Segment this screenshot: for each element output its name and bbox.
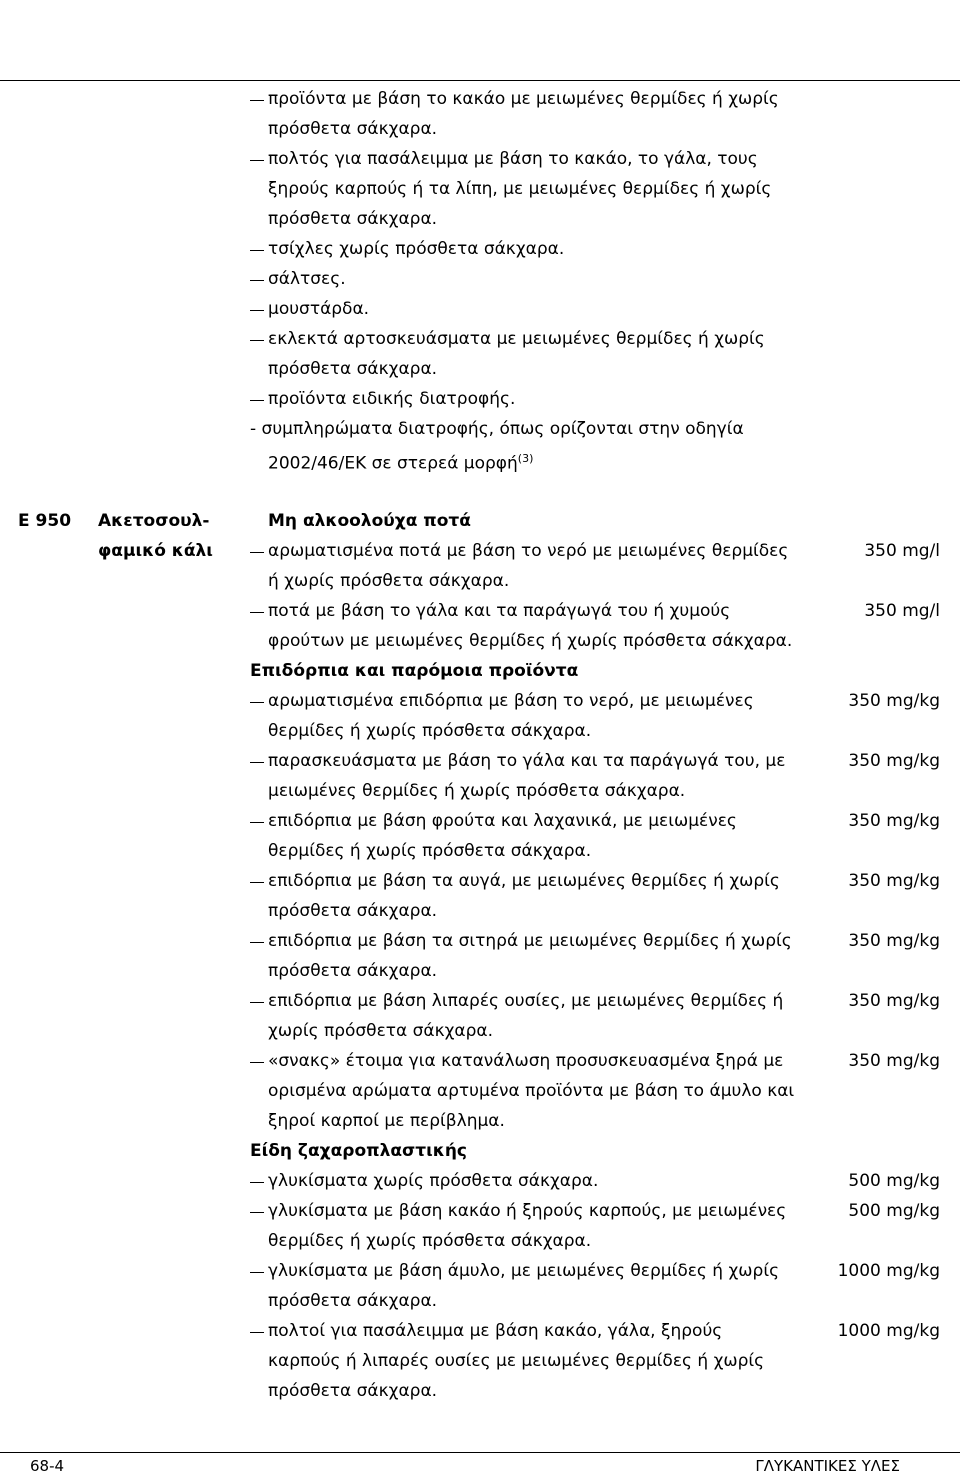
entry-name: Ακετοσουλ- [98,511,210,531]
food-item-line: θερμίδες ή χωρίς πρόσθετα σάκχαρα. [268,721,592,741]
food-item-line: πρόσθετα σάκχαρα. [268,901,438,921]
header-col-name: Ονομασία [100,10,193,32]
bullet-dash [250,310,264,311]
food-item-line: πρόσθετα σάκχαρα. [268,359,438,379]
max-dose: 350 mg/kg [848,811,940,831]
food-item-line: «σνακς» έτοιμα για κατανάλωση προσυσκευασμένα ξηρά με [268,1051,784,1071]
food-item-line: πρόσθετα σάκχαρα. [268,209,438,229]
food-item-line: πρόσθετα σάκχαρα. [268,1381,438,1401]
food-item-line: ή χωρίς πρόσθετα σάκχαρα. [268,571,510,591]
food-item-line: προϊόντα ειδικής διατροφής. [268,389,516,409]
bullet-dash [250,160,264,161]
max-dose: 350 mg/kg [848,871,940,891]
food-item-line: πρόσθετα σάκχαρα. [268,119,438,139]
max-dose: 350 mg/kg [848,991,940,1011]
max-dose: 350 mg/l [864,541,940,561]
food-item-line: επιδόρπια με βάση φρούτα και λαχανικά, με μειωμένες [268,811,737,831]
header-col-dose: Ανώτατες δόσεις [841,10,939,58]
food-item-line: πολτοί για πασάλειμμα με βάση κακάο, γάλα, ξηρούς [268,1321,723,1341]
max-dose: 350 mg/kg [848,931,940,951]
max-dose: 350 mg/kg [848,1051,940,1071]
food-item-line: επιδόρπια με βάση τα αυγά, με μειωμένες θερμίδες ή χωρίς [268,871,780,891]
food-item-line: φρούτων με μειωμένες θερμίδες ή χωρίς πρόσθετα σάκχαρα. [268,631,793,651]
food-item-line: παρασκευάσματα με βάση το γάλα και τα παράγωγά του, με [268,751,786,771]
page-number: 68-4 [30,1457,65,1475]
header-col-food: Τρόφιμα [490,10,570,32]
group-heading: Επιδόρπια και παρόμοια προϊόντα [250,661,579,681]
food-item-line: ξηρούς καρπούς ή τα λίπη, με μειωμένες θερμίδες ή χωρίς [268,179,772,199]
food-item-line: πολτός για πασάλειμμα με βάση το κακάο, το γάλα, τους [268,149,758,169]
bullet-dash [250,1062,264,1063]
food-item-line: χωρίς πρόσθετα σάκχαρα. [268,1021,494,1041]
max-dose: 350 mg/kg [848,751,940,771]
food-item-line: επιδόρπια με βάση λιπαρές ουσίες, με μειωμένες θερμίδες ή [268,991,784,1011]
max-dose: 500 mg/kg [848,1171,940,1191]
food-item-line: επιδόρπια με βάση τα σιτηρά με μειωμένες θερμίδες ή χωρίς [268,931,792,951]
food-item-line: πρόσθετα σάκχαρα. [268,1291,438,1311]
food-item-line: προϊόντα με βάση το κακάο με μειωμένες θερμίδες ή χωρίς [268,89,779,109]
max-dose: 350 mg/l [864,601,940,621]
group-heading: Μη αλκοολούχα ποτά [268,511,471,531]
header-divider [0,80,960,81]
max-dose: 1000 mg/kg [837,1261,940,1281]
bullet-dash [250,882,264,883]
food-item-line: εκλεκτά αρτοσκευάσματα με μειωμένες θερμίδες ή χωρίς [268,329,765,349]
bullet-dash [250,702,264,703]
food-item-line: αρωματισμένα ποτά με βάση το νερό με μειωμένες θερμίδες [268,541,789,561]
bullet-dash [250,100,264,101]
food-item-line: θερμίδες ή χωρίς πρόσθετα σάκχαρα. [268,841,592,861]
bullet-dash [250,340,264,341]
food-item-line: ξηροί καρποί με περίβλημα. [268,1111,505,1131]
group-heading: Είδη ζαχαροπλαστικής [250,1141,468,1161]
bullet-dash [250,822,264,823]
bullet-dash [250,942,264,943]
food-item-line: 2002/46/ΕΚ σε στερεά μορφή$^{(3)}$ [268,452,534,474]
entry-number: Ε 950 [18,511,72,531]
food-item-line: γλυκίσματα με βάση κακάο ή ξηρούς καρπούς, με μειωμένες [268,1201,787,1221]
food-item-line: γλυκίσματα με βάση άμυλο, με μειωμένες θερμίδες ή χωρίς [268,1261,780,1281]
food-item-line: πρόσθετα σάκχαρα. [268,961,438,981]
food-item-line: αρωματισμένα επιδόρπια με βάση το νερό, με μειωμένες [268,691,754,711]
bullet-dash [250,612,264,613]
food-item-line: μειωμένες θερμίδες ή χωρίς πρόσθετα σάκχαρα. [268,781,686,801]
bullet-dash [250,552,264,553]
bullet-dash [250,250,264,251]
bullet-dash [250,762,264,763]
bullet-dash [250,1332,264,1333]
food-item-line: θερμίδες ή χωρίς πρόσθετα σάκχαρα. [268,1231,592,1251]
footnote-ref: (3) [517,452,534,465]
entry-name: φαμικό κάλι [98,541,213,561]
max-dose: 500 mg/kg [848,1201,940,1221]
max-dose: 1000 mg/kg [837,1321,940,1341]
bullet-dash [250,1272,264,1273]
food-item-line: - συμπληρώματα διατροφής, όπως ορίζονται στην οδηγία [250,419,744,439]
footer-divider [0,1452,960,1453]
bullet-dash [250,1182,264,1183]
food-item-line: μουστάρδα. [268,299,370,319]
bullet-dash [250,1212,264,1213]
food-item-line: τσίχλες χωρίς πρόσθετα σάκχαρα. [268,239,565,259]
bullet-dash [250,400,264,401]
bullet-dash [250,280,264,281]
bullet-dash [250,1002,264,1003]
food-item-line: καρπούς ή λιπαρές ουσίες με μειωμένες θερμίδες ή χωρίς [268,1351,765,1371]
max-dose: 350 mg/kg [848,691,940,711]
section-title: ΓΛΥΚΑΝΤΙΚΕΣ ΥΛΕΣ [755,1457,900,1475]
food-item-line: γλυκίσματα χωρίς πρόσθετα σάκχαρα. [268,1171,599,1191]
food-item-line: ορισμένα αρώματα αρτυμένα προϊόντα με βάση το άμυλο και [268,1081,795,1101]
header-col-number: Αριθμ Ε.Κ. [18,10,74,58]
food-item-line: ποτά με βάση το γάλα και τα παράγωγά του ή χυμούς [268,601,731,621]
food-item-line: σάλτσες. [268,269,346,289]
